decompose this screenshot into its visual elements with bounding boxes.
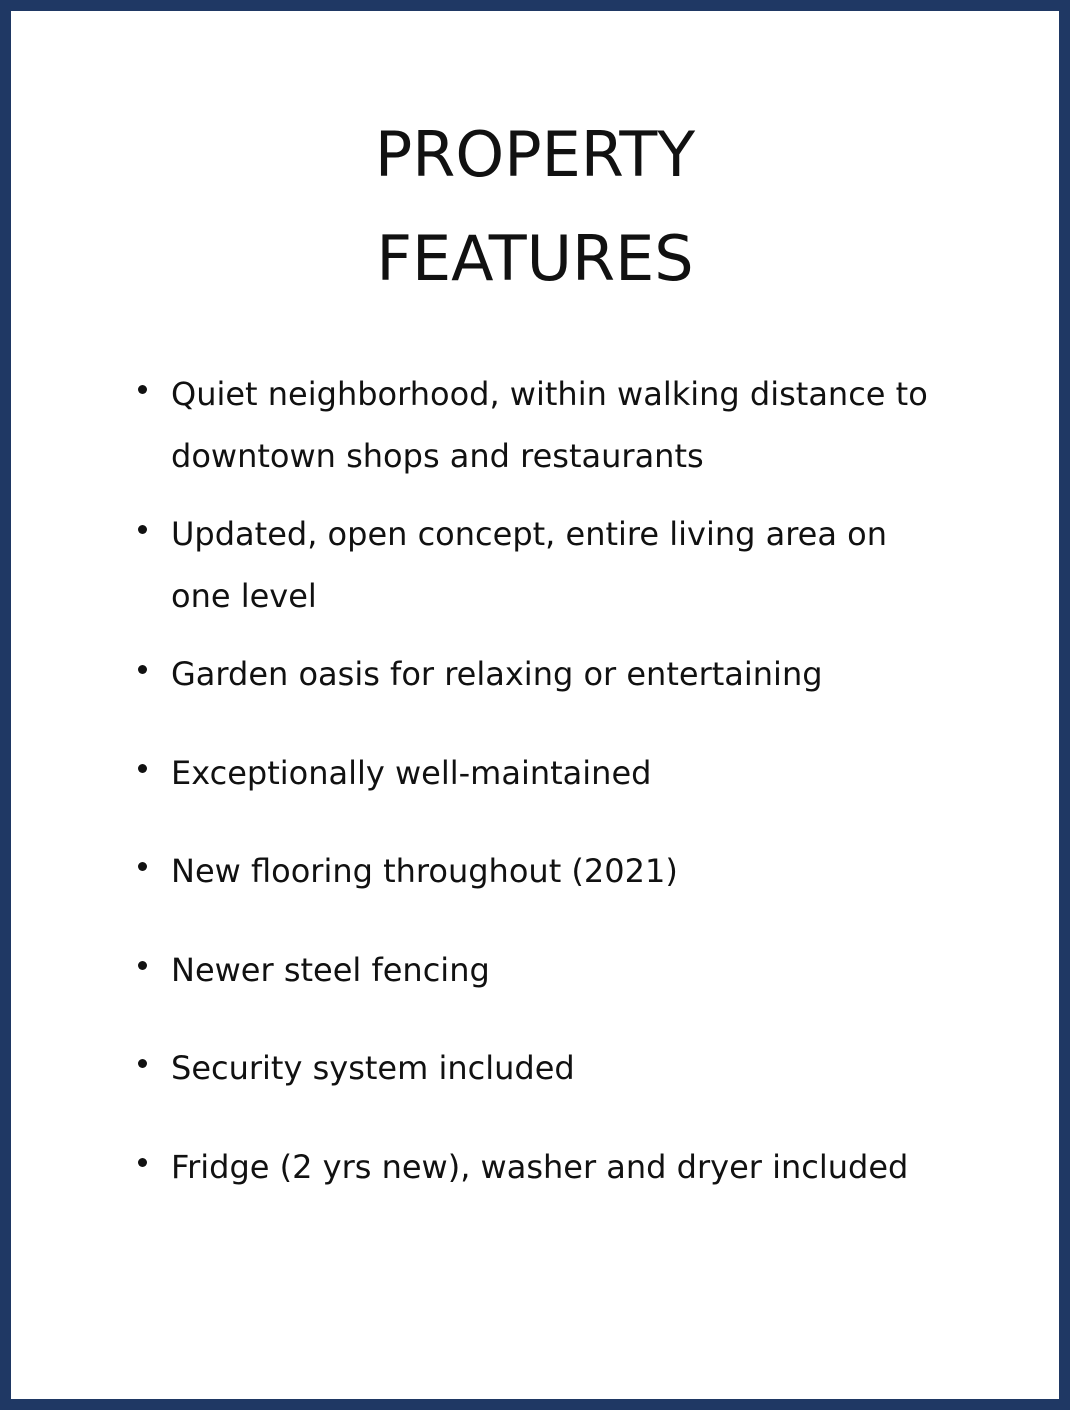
feature-text: Updated, open concept, entire living area on one level bbox=[171, 515, 887, 615]
page-title bbox=[11, 103, 1059, 311]
feature-text: Garden oasis for relaxing or entertaining bbox=[171, 655, 823, 693]
feature-text: Newer steel fencing bbox=[171, 951, 490, 989]
feature-text: Security system included bbox=[171, 1049, 575, 1087]
feature-text: Quiet neighborhood, within walking distance to downtown shops and restaurants bbox=[171, 375, 928, 475]
bullet-icon bbox=[138, 961, 147, 970]
bullet-icon bbox=[138, 862, 147, 871]
feature-text: Fridge (2 yrs new), washer and dryer included bbox=[171, 1148, 909, 1186]
feature-text: Exceptionally well-maintained bbox=[171, 754, 652, 792]
bullet-icon bbox=[138, 764, 147, 773]
bullet-icon bbox=[138, 525, 147, 534]
title-line-2: FEATURES bbox=[376, 222, 694, 295]
bullet-icon bbox=[138, 665, 147, 674]
bullet-icon bbox=[138, 1158, 147, 1167]
bullet-icon bbox=[138, 1059, 147, 1068]
feature-text: New flooring throughout (2021) bbox=[171, 852, 678, 890]
title-line-1: PROPERTY bbox=[374, 118, 696, 191]
bullet-icon bbox=[138, 385, 147, 394]
